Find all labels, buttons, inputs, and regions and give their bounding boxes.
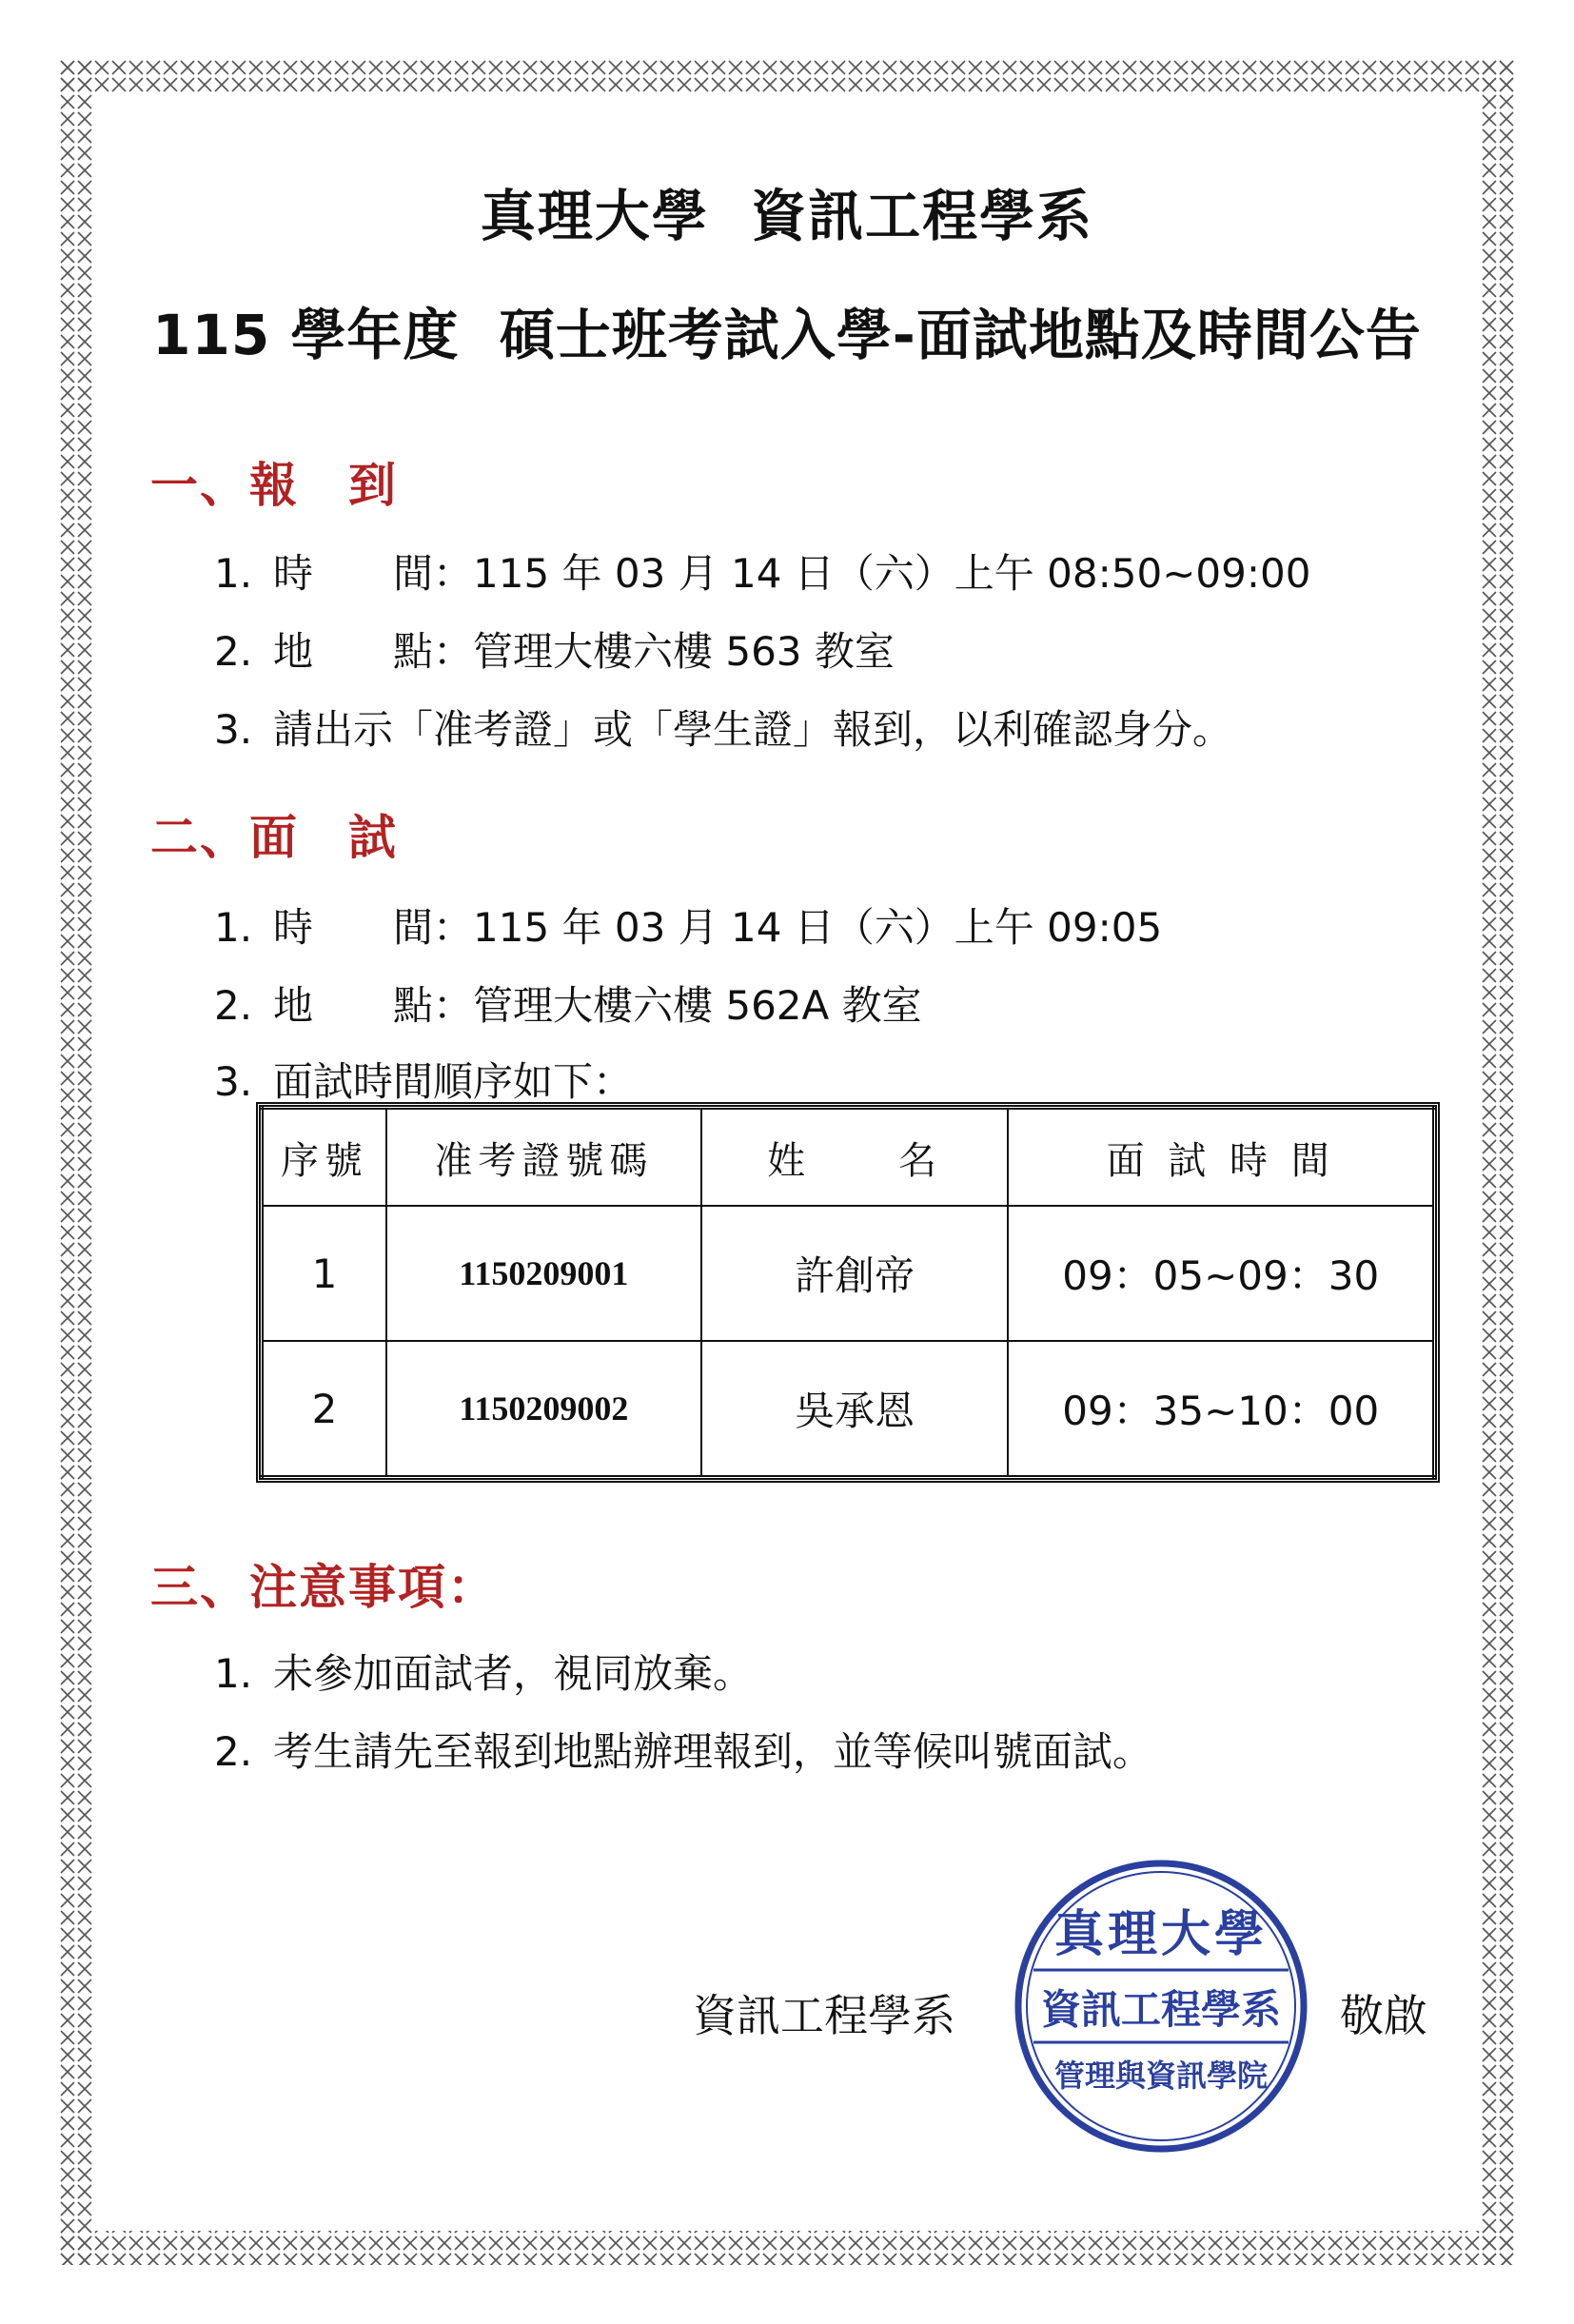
cell-name: 吳承恩 xyxy=(701,1341,1009,1478)
item-text: 時 間：115 年 03 月 14 日（六）上午 08:50~09:00 xyxy=(273,550,1311,597)
item-text: 地 點：管理大樓六樓 562A 教室 xyxy=(273,982,922,1029)
cell-interview-time: 09：05~09：30 xyxy=(1008,1206,1434,1341)
seal-line-university: 真理大學 xyxy=(1053,1905,1269,1963)
signature-department: 資訊工程學系 xyxy=(693,1990,955,2041)
list-item xyxy=(214,1051,633,1108)
cell-seq: 2 xyxy=(262,1341,386,1478)
item-text: 地 點：管理大樓六樓 563 教室 xyxy=(273,628,895,675)
section-heading-checkin: 一、報 到 xyxy=(150,458,398,513)
item-number: 1. xyxy=(214,550,253,597)
item-number: 3. xyxy=(214,1058,253,1105)
table-row xyxy=(262,1341,1435,1478)
item-number: 1. xyxy=(214,904,253,951)
item-number: 2. xyxy=(214,628,253,675)
announcement-title: 115 學年度 碩士班考試入學-面試地點及時間公告 xyxy=(152,303,1422,367)
item-number: 2. xyxy=(214,1728,253,1775)
cell-seq: 1 xyxy=(262,1206,386,1341)
section-heading-interview: 二、面 試 xyxy=(150,810,398,865)
item-text: 時 間：115 年 03 月 14 日（六）上午 09:05 xyxy=(273,904,1163,951)
table-header-row xyxy=(262,1108,1435,1207)
cell-admission-number: 1150209002 xyxy=(386,1341,701,1478)
university-department-title: 真理大學 資訊工程學系 xyxy=(480,184,1094,248)
cell-name: 許創帝 xyxy=(701,1206,1009,1341)
signature-closing: 敬啟 xyxy=(1340,1990,1427,2041)
cell-interview-time: 09：35~10：00 xyxy=(1008,1341,1434,1478)
official-seal-stamp xyxy=(1013,1858,1309,2155)
list-item xyxy=(214,896,1162,954)
item-number: 2. xyxy=(214,982,253,1029)
list-item xyxy=(214,620,895,678)
seal-line-department: 資訊工程學系 xyxy=(1040,1986,1282,2033)
item-text: 未參加面試者，視同放棄。 xyxy=(273,1650,754,1697)
header-seq: 序號 xyxy=(262,1108,386,1207)
item-text: 面試時間順序如下： xyxy=(273,1058,634,1105)
list-item xyxy=(214,542,1310,600)
list-item xyxy=(214,699,1232,756)
list-item xyxy=(214,1721,1152,1778)
seal-line-college: 管理與資訊學院 xyxy=(1053,2058,1269,2094)
header-name: 姓 名 xyxy=(701,1108,1009,1207)
interview-schedule-table xyxy=(259,1105,1437,1480)
cell-admission-number: 1150209001 xyxy=(386,1206,701,1341)
header-admission-number: 准考證號碼 xyxy=(386,1108,701,1207)
item-number: 1. xyxy=(214,1650,253,1697)
section-heading-notes: 三、注意事項： xyxy=(150,1560,497,1615)
list-item xyxy=(214,975,922,1032)
list-item xyxy=(214,1643,753,1700)
item-text: 考生請先至報到地點辦理報到，並等候叫號面試。 xyxy=(273,1728,1153,1775)
item-number: 3. xyxy=(214,706,253,753)
header-interview-time: 面 試 時 間 xyxy=(1008,1108,1434,1207)
table-row xyxy=(262,1206,1435,1341)
item-text: 請出示「准考證」或「學生證」報到，以利確認身分。 xyxy=(273,706,1233,753)
